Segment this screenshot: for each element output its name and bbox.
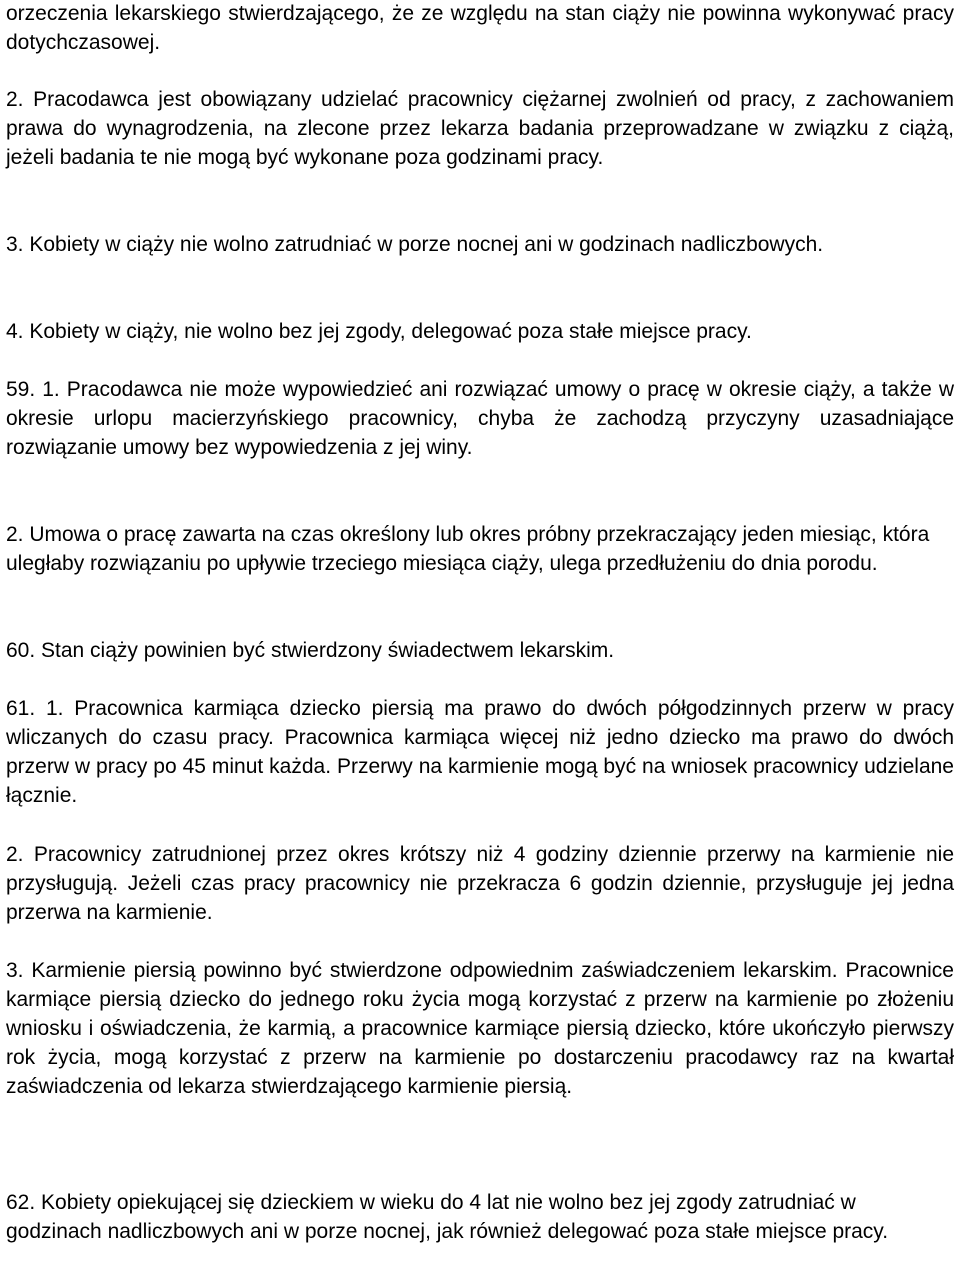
- paragraph-61-2: 2. Pracownicy zatrudnionej przez okres krótszy niż 4 godziny dziennie przerwy na karmienie nie przysługują. Jeżeli czas pracy pracownicy nie przekracza 6 godzin dziennie, przysługuje jej jedna przerwa na karmienie.: [6, 843, 954, 924]
- paragraph-58-3: 3. Kobiety w ciąży nie wolno zatrudniać w porze nocnej ani w godzinach nadliczbowych.: [6, 233, 824, 256]
- paragraph-continuation: orzeczenia lekarskiego stwierdzającego, że ze względu na stan ciąży nie powinna wykonywać pracy dotychczasowej.: [6, 2, 954, 54]
- paragraph-61-1: 61. 1. Pracownica karmiąca dziecko piersią ma prawo do dwóch półgodzinnych przerw w pracy wliczanych do czasu pracy. Pracownica karmiąca więcej niż jedno dziecko ma prawo do dwóch przerw w pracy po 45 minut każda. Przerwy na karmienie mogą być na wniosek pracownicy udzielane łącznie.: [6, 697, 954, 807]
- paragraph-61-3: 3. Karmienie piersią powinno być stwierdzone odpowiednim zaświadczeniem lekarskim. Pracownice karmiące piersią dziecko do jednego roku życia mogą korzystać z przerw na karmienie po złożeniu wniosku i oświadczenia, że karmią, a pracownice karmiące piersią dziecko, które ukończyło pierwszy rok życia, mogą korzystać z przerw na karmienie po dostarczeniu pracodawcy raz na kwartał zaświadczenia od lekarza stwierdzającego karmienie piersią.: [6, 959, 954, 1098]
- paragraph-60: 60. Stan ciąży powinien być stwierdzony świadectwem lekarskim.: [6, 639, 615, 662]
- paragraph-58-4: 4. Kobiety w ciąży, nie wolno bez jej zgody, delegować poza stałe miejsce pracy.: [6, 320, 752, 343]
- paragraph-62: 62. Kobiety opiekującej się dzieckiem w wieku do 4 lat nie wolno bez jej zgody zatrudniać w godzinach nadliczbowych ani w porze nocnej, jak również delegować poza stałe miejsce pracy.: [6, 1191, 889, 1243]
- paragraph-58-2: 2. Pracodawca jest obowiązany udzielać pracownicy ciężarnej zwolnień od pracy, z zachowaniem prawa do wynagrodzenia, na zlecone przez lekarza badania przeprowadzane w związku z ciążą, jeżeli badania te nie mogą być wykonane poza godzinami pracy.: [6, 88, 954, 169]
- paragraph-59-1: 59. 1. Pracodawca nie może wypowiedzieć ani rozwiązać umowy o pracę w okresie ciąży, a także w okresie urlopu macierzyńskiego pracownicy, chyba że zachodzą przyczyny uzasadniające rozwiązanie umowy bez wypowiedzenia z jej winy.: [6, 378, 954, 459]
- paragraph-59-2: 2. Umowa o pracę zawarta na czas określony lub okres próbny przekraczający jeden miesiąc, która uległaby rozwiązaniu po upływie trzeciego miesiąca ciąży, ulega przedłużeniu do dnia porodu.: [6, 523, 930, 575]
